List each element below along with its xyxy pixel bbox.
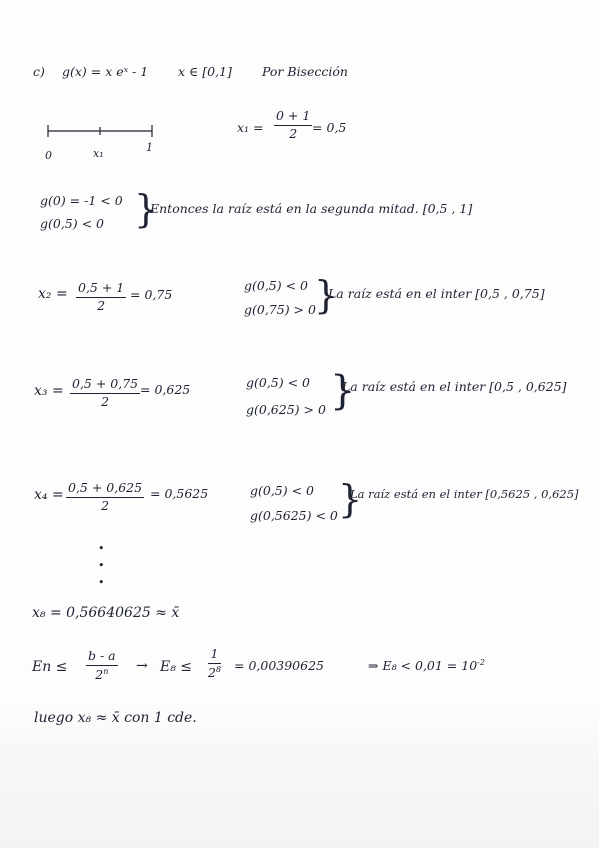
error-implies-text: ⇒ E₈ < 0,01 = 10 bbox=[368, 658, 478, 674]
x8-approximation: x₈ = 0,56640625 ≈ x̄ bbox=[32, 605, 180, 621]
x4-denominator: 2 bbox=[101, 497, 110, 513]
method-text: Por Bisección bbox=[262, 64, 348, 79]
x1-result: = 0,5 bbox=[312, 120, 347, 135]
step1-cond2: g(0,5) < 0 bbox=[40, 216, 105, 231]
step1-conclusion: Entonces la raíz está en la segunda mitad. [0,5 , 1] bbox=[150, 201, 473, 216]
error-fraction-general bbox=[86, 650, 118, 681]
x2-lhs: x₂ = bbox=[38, 286, 68, 302]
x3-cond2: g(0,625) > 0 bbox=[246, 402, 326, 417]
step1-cond1: g(0) = -1 < 0 bbox=[40, 193, 123, 208]
error-e8: E₈ ≤ bbox=[160, 659, 193, 675]
number-line-left: 0 bbox=[45, 149, 52, 162]
x2-cond2: g(0,75) > 0 bbox=[244, 302, 316, 317]
x4-lhs: x₄ = bbox=[34, 487, 64, 503]
x2-numerator: 0,5 + 1 bbox=[76, 282, 126, 298]
x3-brace: } bbox=[330, 368, 356, 414]
x2-brace: } bbox=[314, 273, 339, 317]
x4-result: = 0,5625 bbox=[150, 486, 209, 501]
x4-conclusion: La raíz está en el inter [0,5625 , 0,625] bbox=[350, 487, 579, 501]
final-conclusion: luego x₈ ≈ x̄ con 1 cde. bbox=[34, 710, 197, 726]
number-line-mid: x₁ bbox=[93, 147, 104, 160]
error-den8-exponent: 8 bbox=[215, 664, 222, 674]
number-line-right: 1 bbox=[146, 141, 153, 154]
error-den8-base: 2 bbox=[208, 664, 216, 680]
ellipsis-dot-2: • bbox=[98, 559, 105, 572]
error-den-exponent: n bbox=[103, 666, 109, 676]
part-label: c) bbox=[33, 64, 45, 79]
x4-cond1: g(0,5) < 0 bbox=[250, 483, 315, 498]
x2-result: = 0,75 bbox=[130, 287, 173, 302]
x2-conclusion: La raíz está en el inter [0,5 , 0,75] bbox=[328, 286, 545, 301]
error-numerator: b - a bbox=[86, 650, 118, 666]
error-lhs: En ≤ bbox=[32, 659, 68, 675]
x3-numerator: 0,5 + 0,75 bbox=[70, 378, 140, 394]
error-numerator-8: 1 bbox=[208, 648, 221, 664]
error-denominator-8 bbox=[208, 664, 221, 680]
x3-cond1: g(0,5) < 0 bbox=[246, 375, 311, 390]
x3-fraction bbox=[70, 378, 140, 408]
x4-brace: } bbox=[338, 477, 363, 521]
x3-denominator: 2 bbox=[101, 393, 110, 409]
x4-numerator: 0,5 + 0,625 bbox=[66, 482, 144, 498]
x4-cond2: g(0,5625) < 0 bbox=[250, 508, 338, 523]
error-denominator bbox=[86, 666, 118, 682]
error-den-base: 2 bbox=[95, 666, 104, 682]
ellipsis-dot-1: • bbox=[98, 542, 105, 555]
ellipsis-dot-3: • bbox=[98, 576, 105, 589]
x1-lhs: x₁ = bbox=[237, 120, 264, 135]
error-arrow: → bbox=[136, 658, 148, 674]
interval-text: x ∈ [0,1] bbox=[178, 64, 232, 79]
error-implies bbox=[368, 659, 485, 673]
x2-fraction bbox=[76, 282, 126, 312]
x1-numerator: 0 + 1 bbox=[274, 110, 312, 126]
error-fraction-8 bbox=[208, 648, 221, 679]
error-implies-exponent: -2 bbox=[477, 658, 485, 667]
x3-lhs: x₃ = bbox=[34, 383, 64, 399]
x2-denominator: 2 bbox=[97, 297, 106, 313]
function-definition: g(x) = x eˣ - 1 bbox=[62, 64, 149, 79]
x4-fraction bbox=[66, 482, 144, 512]
x3-conclusion: La raíz está en el inter [0,5 , 0,625] bbox=[342, 379, 567, 394]
x1-denominator: 2 bbox=[289, 125, 298, 141]
x1-fraction bbox=[274, 110, 312, 140]
x3-result: = 0,625 bbox=[140, 382, 191, 397]
step1-brace: } bbox=[134, 187, 159, 231]
x2-cond1: g(0,5) < 0 bbox=[244, 278, 309, 293]
error-result: = 0,00390625 bbox=[234, 658, 324, 673]
